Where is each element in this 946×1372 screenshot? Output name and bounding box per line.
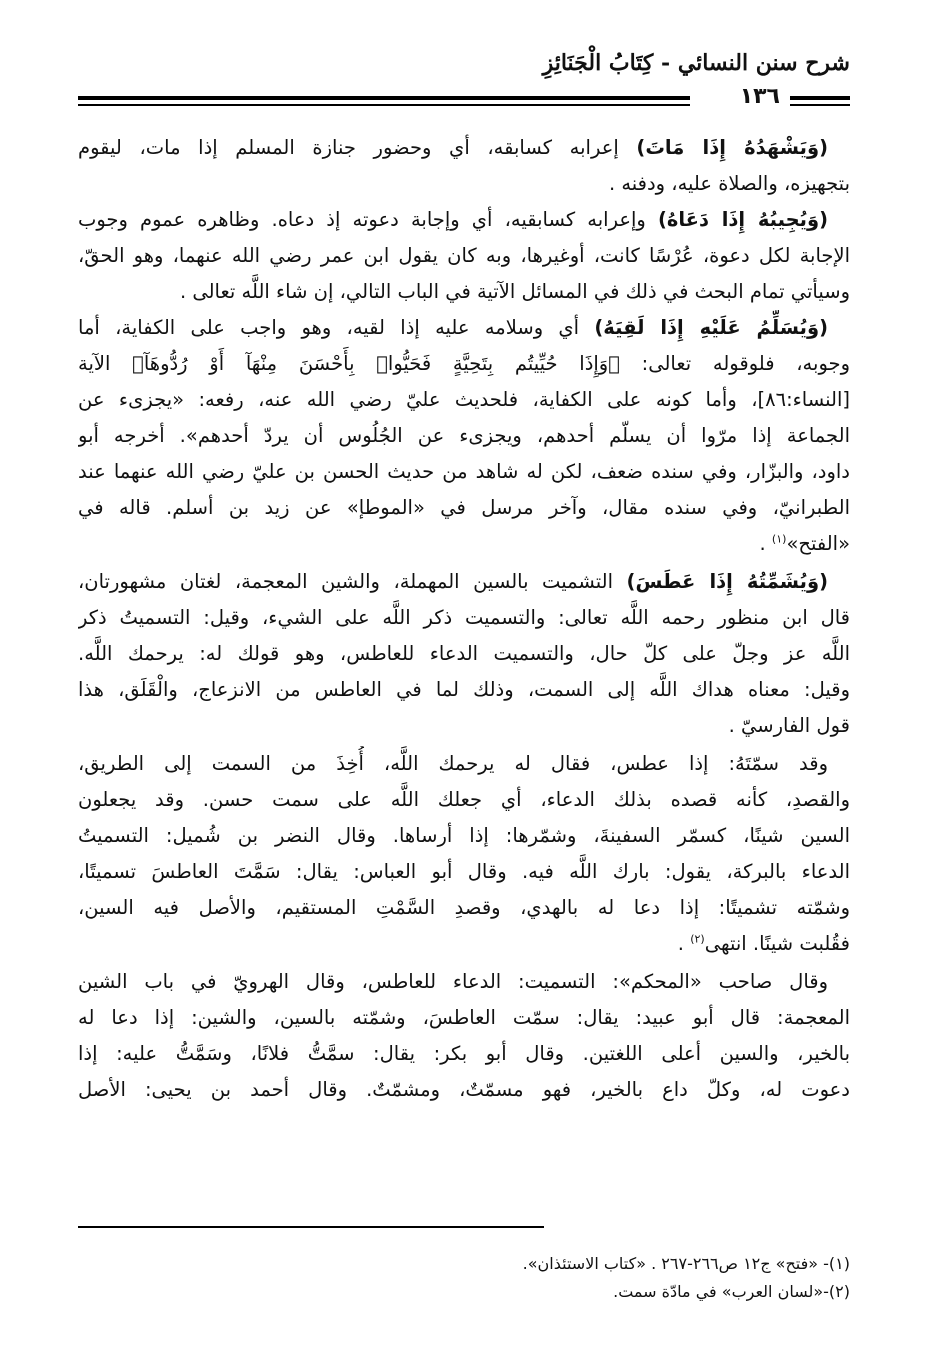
text-line xyxy=(78,672,850,708)
hadith-lemma: (وَيُشَمِّتُهُ إِذَا عَطَسَ) xyxy=(626,570,828,593)
text-line xyxy=(78,890,850,926)
line-text: قول الفارسيّ . xyxy=(728,714,850,737)
footnote-marker: (١) xyxy=(771,532,787,546)
main-text xyxy=(78,130,850,1108)
text-line xyxy=(78,454,850,490)
line-text: الجماعة إذا مرّوا أن يسلّم أحدهم، ويجزىء عن الجُلُوس أن يردّ أحدهم». أخرجه أبو xyxy=(78,424,850,447)
hadith-lemma: (وَيُجِيبُهُ إِذَا دَعَاهُ) xyxy=(657,208,828,231)
line-text: الإجابة لكل دعوة، عُرْسًا كانت، أوغيرها، وبه كان يقول ابن عمر رضي الله عنهما، وهو الحقّ، xyxy=(78,244,850,267)
text-line xyxy=(78,238,850,274)
text-line xyxy=(78,166,850,202)
rule-line xyxy=(78,104,690,106)
line-text: وإعرابه كسابقيه، أي وإجابة دعوته إذ دعاه. وظاهره عموم وجوب xyxy=(78,208,658,231)
page-number: ١٣٦ xyxy=(739,84,780,109)
line-text: وقد سمّتَهُ: إذا عطس، فقال له يرحمك اللَّه، أُخِذَ من السمت إلى الطريق، xyxy=(78,752,828,775)
line-text: وسيأتي تمام البحث في ذلك في المسائل الآتية في الباب التالي، إن شاء اللَّه تعالى . xyxy=(179,280,850,303)
line-text: والقصدِ، كأنه قصده بذلك الدعاء، أي جعلك اللَّه على سمت حسن. وقد يجعلون xyxy=(78,788,850,811)
line-text: وشمّته تشميتًا: إذا دعا له بالهدي، وقصدِ السَّمْتِ المستقيم، والأصل فيه السين، xyxy=(78,896,850,919)
line-text: اللَّه عز وجلّ على كلّ حال، والتسميت الدعاء للعاطس، وهو قولك له: يرحمك اللَّه. xyxy=(78,642,850,665)
text-line xyxy=(78,854,850,890)
text-line xyxy=(78,926,850,962)
line-text: «الفتح» xyxy=(786,532,850,555)
line-text: المعجمة: قال أبو عبيد: يقال: سمّت العاطسَ، وشمّته بالسين، والشين: إذا دعا له xyxy=(78,1006,850,1029)
line-text: بتجهيزه، والصلاة عليه، ودفنه . xyxy=(608,172,850,195)
text-line xyxy=(78,636,850,672)
text-line xyxy=(78,418,850,454)
line-text: قال ابن منظور رحمه اللَّه تعالى: والتسميت ذكر اللَّه على الشيء، وقيل: التسميتُ ذكر xyxy=(78,606,850,629)
line-text: [النساء:٨٦]، وأما كونه على الكفاية، فلحديث عليّ رضي الله عنه، رفعه: «يجزىء عن xyxy=(78,388,850,411)
rule-line xyxy=(790,96,850,100)
hadith-lemma: (وَيَشْهَدُهُ إِذَا مَاتَ) xyxy=(636,136,828,159)
text-line xyxy=(78,346,850,382)
line-text: دعوت له، وكلّ داع بالخير، فهو مسمّتٌ، ومشمّتٌ. وقال أحمد بن يحيى: الأصل xyxy=(78,1078,850,1101)
rule-line xyxy=(78,96,690,100)
text-line xyxy=(78,964,850,1000)
text-line xyxy=(78,274,850,310)
line-text: . xyxy=(759,532,772,555)
text-line xyxy=(78,310,850,346)
line-text: فقُلبت شينًا. انتهى xyxy=(704,932,850,955)
header-rule xyxy=(78,84,850,112)
text-line xyxy=(78,1072,850,1108)
line-text: التشميت بالسين المهملة، والشين المعجمة، لغتان مشهورتان، xyxy=(78,570,627,593)
text-line xyxy=(78,746,850,782)
line-text: السين شينًا، كسمّر السفينةَ، وشمّرها: إذا أرساها. وقال النضر بن شُميل: التسميتُ xyxy=(78,824,850,847)
footnotes xyxy=(78,1250,850,1306)
line-text: أي وسلامه عليه إذا لقيه، وهو واجب على الكفاية، أما xyxy=(78,316,595,339)
hadith-lemma: (وَيُسَلِّمُ عَلَيْهِ إِذَا لَقِيَهُ) xyxy=(594,316,828,339)
line-text: إعرابه كسابقه، أي وحضور جنازة المسلم إذا مات، ليقوم xyxy=(78,136,637,159)
line-text: بالخير، والسين أعلى اللغتين. وقال أبو بكر: يقال: سمَّتُّ فلانًا، وسَمَّتُّ عليه: إذا xyxy=(78,1042,850,1065)
text-line xyxy=(78,782,850,818)
text-line xyxy=(78,130,850,166)
line-text: الدعاء بالبركة، يقول: بارك اللَّه فيه. وقال أبو العباس: يقال: سَمَّتَ العاطسَ تسميتًا، xyxy=(78,860,850,883)
line-text: . xyxy=(677,932,691,955)
rule-line xyxy=(790,104,850,106)
text-line xyxy=(78,490,850,526)
text-line xyxy=(78,818,850,854)
text-line xyxy=(78,1036,850,1072)
line-text: وقال صاحب «المحكم»: التسميت: الدعاء للعاطس، وقال الهرويّ في باب الشين xyxy=(78,970,828,993)
footnote: (٢)-«لسان العرب» في مادّة سمت. xyxy=(613,1282,850,1301)
footnote: (١)- «فتح» ج١٢ ص٢٦٦-٢٦٧ . «كتاب الاستئذان». xyxy=(522,1254,850,1273)
line-text: وجوبه، فلوقوله تعالى: ﴿وَإِذَا حُيِّيتُم بِتَحِيَّةٍ فَحَيُّوا۟ بِأَحْسَنَ مِنْهَآ أَوْ رُدُّوهَآ﴾ الآية xyxy=(78,352,850,375)
text-line xyxy=(78,382,850,418)
text-line xyxy=(78,564,850,600)
book-title: شرح سنن النسائي - كِتَابُ الْجَنَائِزِ xyxy=(542,50,850,76)
footnote-marker: (٢) xyxy=(690,932,705,946)
text-line xyxy=(78,708,850,744)
footnote-divider xyxy=(78,1226,544,1228)
text-line xyxy=(78,202,850,238)
text-line xyxy=(78,1000,850,1036)
line-text: وقيل: معناه هداك اللَّه إلى السمت، وذلك لما في العاطس من الانزعاج، والْقَلَق، هذا xyxy=(78,678,850,701)
text-line xyxy=(78,526,850,562)
line-text: الطبرانيّ، وفي سنده مقال، وآخر مرسل في «الموطإ» عن زيد بن أسلم. قاله في xyxy=(78,496,850,519)
line-text: داود، والبزّار، وفي سنده ضعف، لكن له شاهد من حديث الحسن بن عليّ رضي الله عنهما عند xyxy=(78,460,850,483)
running-header xyxy=(78,50,850,76)
text-line xyxy=(78,600,850,636)
